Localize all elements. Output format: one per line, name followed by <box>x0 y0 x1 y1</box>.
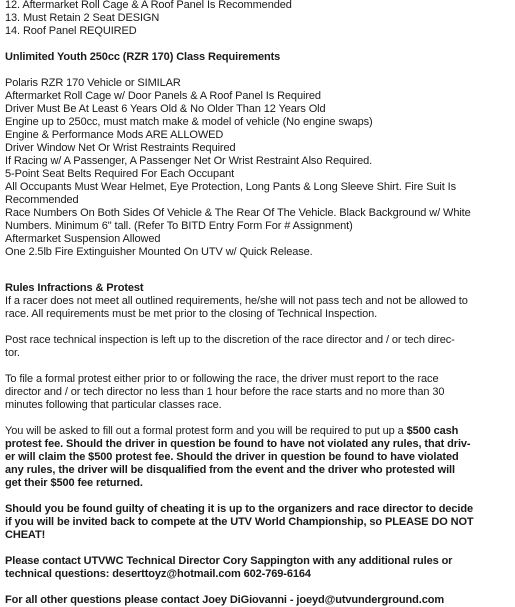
paragraph-line: If a racer does not meet all outlined requirements, he/she will not pass tech and not be allowed to <box>5 295 468 307</box>
section-heading: Rules Infractions & Protest <box>5 282 144 294</box>
list-item: 12. Aftermarket Roll Cage & A Roof Panel Is Recommended <box>5 0 292 11</box>
paragraph-line: To file a formal protest either prior to or following the race, the driver must report to the race <box>5 373 439 385</box>
paragraph-line: protest fee. Should the driver in question be found to have not violated any rules, that driv- <box>5 438 471 450</box>
protest-lead-text: You will be asked to fill out a formal protest form and you will be required to put up a <box>5 425 407 437</box>
requirement-line: Aftermarket Suspension Allowed <box>5 233 161 245</box>
paragraph-line: er will claim the $500 protest fee. Should the driver in question be found to have violated <box>5 451 459 463</box>
section-heading: Unlimited Youth 250cc (RZR 170) Class Requirements <box>5 51 281 63</box>
paragraph-line: any rules, the driver will be disqualified from the event and the driver who protested will <box>5 464 455 476</box>
youth-class-section <box>5 51 501 259</box>
requirement-line: Driver Window Net Or Wrist Restraints Required <box>5 142 236 154</box>
paragraph-line: minutes following that particular classes race. <box>5 399 222 411</box>
requirement-line: Polaris RZR 170 Vehicle or SIMILAR <box>5 77 181 89</box>
requirement-line: One 2.5lb Fire Extinguisher Mounted On UTV w/ Quick Release. <box>5 246 313 258</box>
protest-fee-amount: $500 cash <box>406 425 459 437</box>
paragraph-line: race. All requirements must be met prior to the closing of Technical Inspection. <box>5 308 378 320</box>
requirement-line: Aftermarket Roll Cage w/ Door Panels & A Roof Panel Is Required <box>5 90 321 102</box>
paragraph-line: get their $500 fee returned. <box>5 477 143 489</box>
requirement-line: If Racing w/ A Passenger, A Passenger Net Or Wrist Restraint Also Required. <box>5 155 373 167</box>
numbered-requirements-list <box>5 0 501 38</box>
rules-section <box>5 282 501 607</box>
list-item: 13. Must Retain 2 Seat DESIGN <box>5 12 160 24</box>
paragraph-line: director and / or tech director no less than 1 hour before the race starts and no more than 30 <box>5 386 445 398</box>
requirement-line: 5-Point Seat Belts Required For Each Occupant <box>5 168 235 180</box>
paragraph-line: if you will be invited back to compete at the UTV World Championship, so PLEASE DO NOT <box>5 516 474 528</box>
paragraph-line <box>5 425 501 438</box>
list-item: 14. Roof Panel REQUIRED <box>5 25 137 37</box>
contact-line: technical questions: deserttoyz@hotmail.com 602-769-6164 <box>5 568 311 580</box>
paragraph-line: Please contact UTVWC Technical Director Cory Sappington with any additional rules or <box>5 555 453 567</box>
requirement-line: Driver Must Be At Least 6 Years Old & No Older Than 12 Years Old <box>5 103 326 115</box>
paragraph-line: Post race technical inspection is left up to the discretion of the race director and / or tech direc- <box>5 334 455 346</box>
paragraph-line: tor. <box>5 347 20 359</box>
requirement-line: Engine & Performance Mods ARE ALLOWED <box>5 129 224 141</box>
requirement-line: Engine up to 250cc, must match make & model of vehicle (No engine swaps) <box>5 116 373 128</box>
requirement-line: Recommended <box>5 194 79 206</box>
requirement-line: All Occupants Must Wear Helmet, Eye Protection, Long Pants & Long Sleeve Shirt. Fire Suit Is <box>5 181 456 193</box>
paragraph-line: CHEAT! <box>5 529 46 541</box>
requirement-line: Numbers. Minimum 6" tall. (Refer To BITD Entry Form For # Assignment) <box>5 220 353 232</box>
requirement-line: Race Numbers On Both Sides Of Vehicle & The Rear Of The Vehicle. Black Background w/ White <box>5 207 471 219</box>
contact-line: For all other questions please contact Joey DiGiovanni - joeyd@utvunderground.com <box>5 594 445 606</box>
paragraph-line: Should you be found guilty of cheating it is up to the organizers and race director to decide <box>5 503 474 515</box>
